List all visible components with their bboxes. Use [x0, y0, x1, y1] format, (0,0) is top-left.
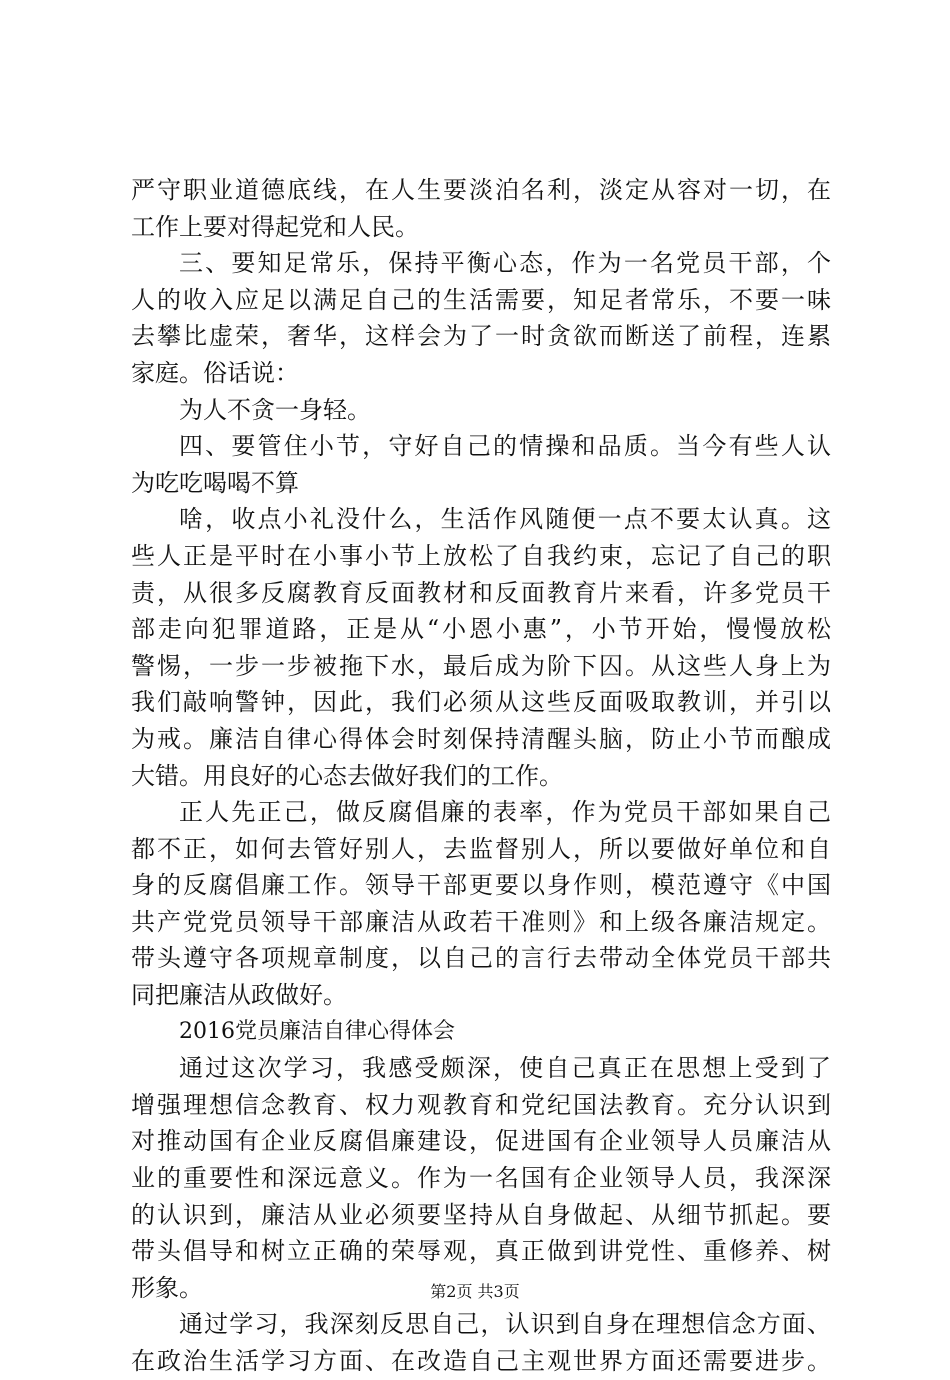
text-line: 为人不贪一身轻。: [179, 395, 371, 424]
page-footer: 第2页 共3页: [430, 1282, 520, 1301]
text-line: 去攀比虚荣，奢华，这样会为了一时贪欲而断送了前程，连累: [131, 322, 831, 351]
text-line: 警惕，一步一步被拖下水，最后成为阶下囚。从这些人身上为: [131, 651, 831, 680]
text-line: 家庭。俗话说：: [131, 358, 299, 387]
text-line: 形象。: [131, 1273, 203, 1302]
text-line: 些人正是平时在小事小节上放松了自我约束，忘记了自己的职: [131, 541, 831, 570]
text-line: 共产党党员领导干部廉洁从政若干准则》和上级各廉洁规定。: [131, 907, 831, 936]
text-line: 身的反腐倡廉工作。领导干部更要以身作则，模范遵守《中国: [131, 871, 831, 900]
text-line: 对推动国有企业反腐倡廉建设，促进国有企业领导人员廉洁从: [131, 1127, 831, 1156]
text-line: 严守职业道德底线，在人生要淡泊名利，淡定从容对一切，在: [131, 176, 831, 204]
text-line: 业的重要性和深远意义。作为一名国有企业领导人员，我深深: [131, 1164, 831, 1193]
text-line: 同把廉洁从政做好。: [131, 981, 347, 1010]
text-line: 三、要知足常乐，保持平衡心态，作为一名党员干部，个: [179, 249, 831, 278]
text-line: 部走向犯罪道路，正是从“小恩小惠”，小节开始，慢慢放松: [131, 615, 831, 644]
document-body: [131, 172, 831, 1380]
text-line: 都不正，如何去管好别人，去监督别人，所以要做好单位和自: [131, 834, 831, 863]
text-line: 四、要管住小节，守好自己的情操和品质。当今有些人认: [179, 432, 831, 461]
text-line: 责，从很多反腐教育反面教材和反面教育片来看，许多党员干: [131, 578, 831, 607]
text-line: 正人先正己，做反腐倡廉的表率，作为党员干部如果自己: [179, 798, 831, 827]
section-heading: 2016党员廉洁自律心得体会: [179, 1018, 455, 1044]
text-line: 为吃吃喝喝不算: [131, 468, 299, 497]
text-line: 带头遵守各项规章制度，以自己的言行去带动全体党员干部共: [131, 944, 831, 973]
text-line: 为戒。廉洁自律心得体会时刻保持清醒头脑，防止小节而酿成: [131, 724, 831, 753]
text-line: 啥，收点小礼没什么，生活作风随便一点不要太认真。这: [179, 505, 831, 534]
text-line: 工作上要对得起党和人民。: [131, 212, 419, 241]
text-line: 我们敲响警钟，因此，我们必须从这些反面吸取教训，并引以: [131, 688, 831, 717]
text-line: 的认识到，廉洁从业必须要坚持从自身做起、从细节抓起。要: [131, 1200, 831, 1229]
text-line: 在政治生活学习方面、在改造自己主观世界方面还需要进步。: [131, 1347, 831, 1375]
text-line: 增强理想信念教育、权力观教育和党纪国法教育。充分认识到: [131, 1090, 831, 1119]
text-line: 大错。用良好的心态去做好我们的工作。: [131, 761, 563, 790]
text-line: 人的收入应足以满足自己的生活需要，知足者常乐，不要一味: [131, 285, 831, 314]
text-line: 带头倡导和树立正确的荣辱观，真正做到讲党性、重修养、树: [131, 1237, 831, 1266]
text-line: 通过学习，我深刻反思自己，认识到自身在理想信念方面、: [179, 1310, 831, 1339]
text-line: 通过这次学习，我感受颇深，使自己真正在思想上受到了: [179, 1054, 831, 1083]
